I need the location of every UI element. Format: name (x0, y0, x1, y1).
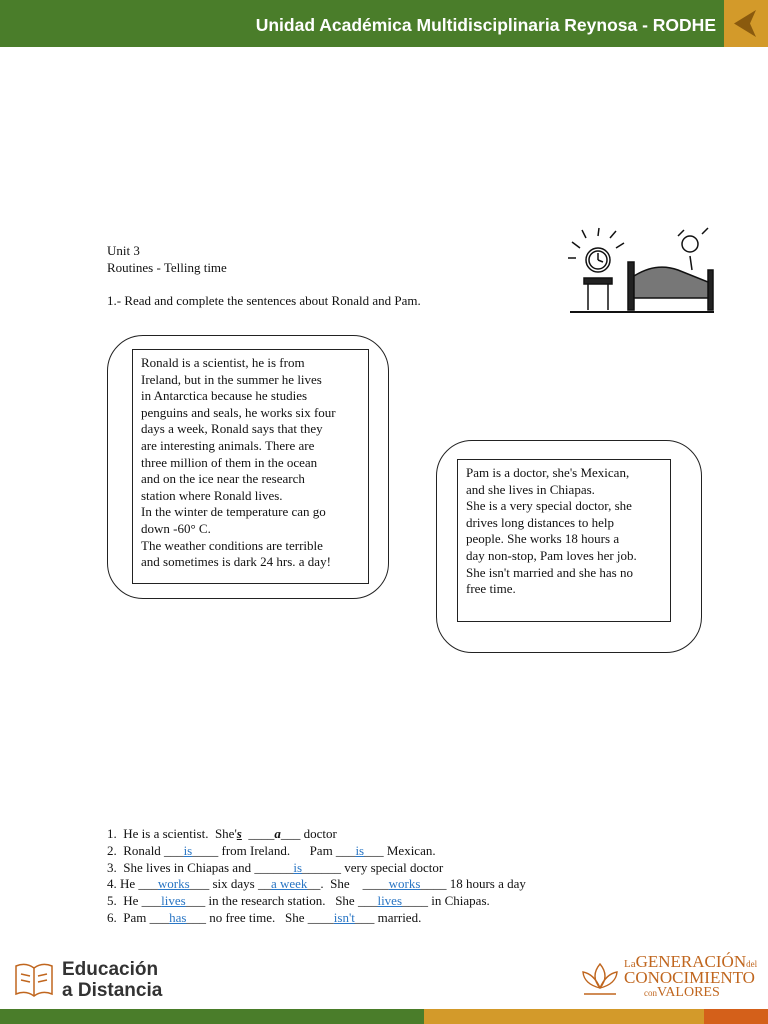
ronald-text-box (132, 349, 369, 584)
exercise-3-answer: is (293, 859, 302, 875)
exercise-5-answer-a: lives (161, 893, 186, 909)
exercise-4: 4. He ___works___ six days __a week__. She ____works____ 18 hours a day (107, 876, 526, 892)
educacion-distancia-logo (62, 959, 162, 1001)
exercise-5-answer-b: lives (377, 893, 403, 909)
exercise-1: 1. He is a scientist. She's ____a___ doctor (107, 826, 337, 841)
generacion-logo: LaGENERACIÓNdel CONOCIMIENTO conVALORES (624, 952, 758, 1000)
lotus-logo-icon (580, 958, 620, 1000)
instruction-text: 1.- Read and complete the sentences about Ronald and Pam. (107, 293, 421, 308)
exercise-2: 2. Ronald ___is____ from Ireland. Pam ___is___ Mexican. (107, 842, 436, 858)
exercise-2-answer-b: is (355, 842, 365, 858)
exercise-4-answer-b: a week (270, 876, 308, 892)
exercise-3: 3. She lives in Chiapas and ______is______ very special doctor (107, 859, 444, 875)
header-bar (0, 0, 768, 47)
exercise-list (107, 826, 526, 927)
exercise-4-answer-a: works (157, 876, 190, 892)
exercise-6: 6. Pam ___has___ no free time. She ____isn't___ married. (107, 909, 422, 925)
exercise-6-answer-a: has (169, 909, 187, 925)
exercise-2-answer-a: is (183, 842, 193, 858)
unit-topic: Routines - Telling time (107, 260, 227, 275)
exercise-1-answer-b: a (274, 826, 281, 841)
ronald-text: Ronald is a scientist, he is from Ireland, but in the summer he lives in Antarctica because he studies penguins and seals, he works six four days a week, Ronald says that they are interesting animals. There are three million of them in the ocean and on the ice near the research station where Ronald lives. In the winter de temperature can go down -60° C. The weather conditions are terrible and sometimes is dark 24 hrs. a day! (141, 355, 336, 570)
footer-color-bar (0, 1009, 768, 1024)
unit-heading (107, 242, 227, 276)
exercise-4-answer-c: works (388, 876, 421, 892)
exercise-6-answer-b: isn't (333, 909, 355, 925)
back-arrow-button[interactable] (724, 0, 768, 47)
edu-line-2: a Distancia (62, 980, 163, 1001)
book-logo-icon (12, 956, 56, 1002)
edu-line-1: Educación (62, 959, 159, 980)
pam-text-box (457, 459, 671, 622)
unit-number: Unit 3 (107, 243, 140, 258)
exercise-5: 5. He ___lives___ in the research station. She ___lives____ in Chiapas. (107, 893, 490, 909)
exercise-1-answer-a: s (236, 826, 242, 841)
pam-text: Pam is a doctor, she's Mexican, and she lives in Chiapas. She is a very special doctor, she drives long distances to help people. She works 18 hours a day non-stop, Pam loves her job. She isn't married and she has no free time. (466, 465, 637, 597)
back-arrow-icon (724, 0, 768, 47)
header-title: Unidad Académica Multidisciplinaria Reynosa - RODHE (255, 15, 716, 35)
alarm-clock-bed-clipart-icon (566, 226, 716, 316)
